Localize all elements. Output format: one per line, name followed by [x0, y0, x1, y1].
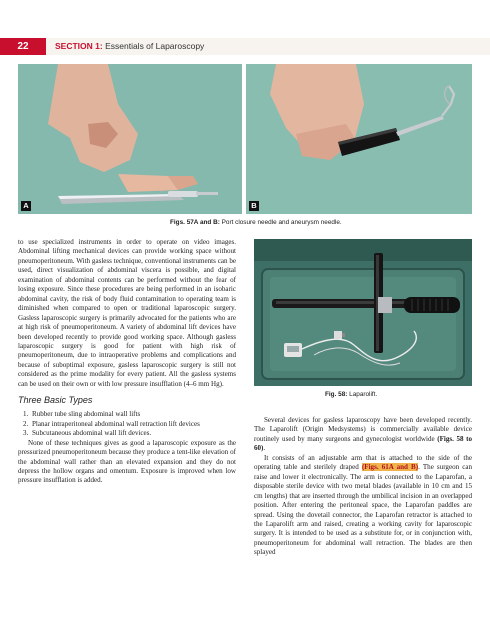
- left-paragraph-1: to use specialized instruments in order to operate on video images. Abdominal lifting mechanical devices can provide working space without pneumoperitoneum. With gasless technique, conventional instruments can be used, direct visualization of abdominal viscera is possible, and digital examination of abdominal contents can be performed without the fear of losing exposure. Since these procedures are being performed in an isobaric abdominal cavity, the risk of body fluid contamination to operating team is diminished when compared to open or traditional laparoscopic surgery. Gasless laparoscopic surgery is primarily advocated for the patients who are at high risk of pneumoperitoneum. A variety of abdominal lift devices have been developed recently to provide good working space. Although gasless laparoscopic surgery is good for patient with high risk of pneumoperitoneum, due to intraoperative problems and complications and because of suboptimal exposure, gasless laparoscopic surgery is still not considered as the prime modality for every patient. All the gasless systems can be used on their own or with low pressure insufflation (4–6 mm Hg).: [18, 238, 236, 388]
- list-item: 2. Planar intraperitoneal abdominal wall retraction lift devices: [30, 420, 236, 429]
- photo-a-port-closure-needle: [18, 64, 242, 214]
- right-paragraph-2: [254, 454, 472, 558]
- figure-57-caption-text: Port closure needle and aneurysm needle.: [221, 219, 342, 226]
- figure-57-caption: [170, 219, 342, 226]
- section-label: SECTION 1:: [55, 41, 103, 51]
- right-paragraph-2-text-end: . The surgeon can raise and lower it electronically. The arm is connected to the Laparofan, a disposable sterile device with two metal blades (available in 10 cm and 15 cm lengths) that are inserted through the umbilical incision in an overlapped position. After entering the peritoneal space, the Laparofan paddles are spread. Using the dovetail connector, the Laparofan retractor is attached to the Laparolift arm and raised, creating a working cavity for laparoscopic surgery. It is intended to be used as a substitute for, or in conjunction with, pneumoperitoneum for abdominal wall retraction. The blades are then splayed: [254, 463, 473, 557]
- list-item: 3. Subcutaneous abdominal wall lift devices.: [30, 429, 236, 438]
- left-paragraph-2: None of these techniques gives as good a laparoscopic exposure as the pressurized pneumoperitoneum because they produce a tent-like elevation of the abdominal wall rather than an elevated expansion and they do not depress the hollow organs and omentum. Exposure is improved when low pressure insufflation is added.: [18, 438, 236, 485]
- left-column: [18, 238, 236, 486]
- right-column: [254, 416, 472, 558]
- figure-57-caption-label: Figs. 57A and B:: [170, 219, 220, 226]
- types-list: [18, 410, 236, 438]
- figure-reference[interactable]: (Figs. 58 to 60): [254, 434, 473, 453]
- figure-58-caption-label: Fig. 58:: [325, 391, 348, 398]
- photo-b-aneurysm-needle: [246, 64, 472, 214]
- list-item: 1. Rubber tube sling abdominal wall lifts: [30, 410, 236, 419]
- highlighted-figure-reference[interactable]: (Figs. 61A and B): [361, 463, 419, 472]
- figure-58-caption-text: Laparolift.: [349, 391, 378, 398]
- photo-label-b: B: [249, 201, 259, 211]
- photo-58-laparolift: [254, 239, 472, 386]
- right-paragraph-2-text-start: It consists of an adjustable arm that is attached to the side of the operating table and sterilely draped: [254, 453, 472, 472]
- right-paragraph-1-text: Several devices for gasless laparoscopy have been developed recently. The Laparolift (Origin Medsystems) is commercially available device routinely used by many surgeons and gynecologist worldwide: [254, 416, 472, 443]
- right-paragraph-1-end: .: [263, 444, 266, 453]
- section-title: [55, 38, 204, 55]
- right-paragraph-1: [254, 416, 472, 454]
- section-name: Essentials of Laparoscopy: [105, 41, 205, 51]
- photo-label-a: A: [21, 201, 31, 211]
- page-number: 22: [0, 38, 46, 55]
- figure-58-caption: [325, 391, 377, 398]
- subheading-three-basic-types: Three Basic Types: [18, 395, 93, 406]
